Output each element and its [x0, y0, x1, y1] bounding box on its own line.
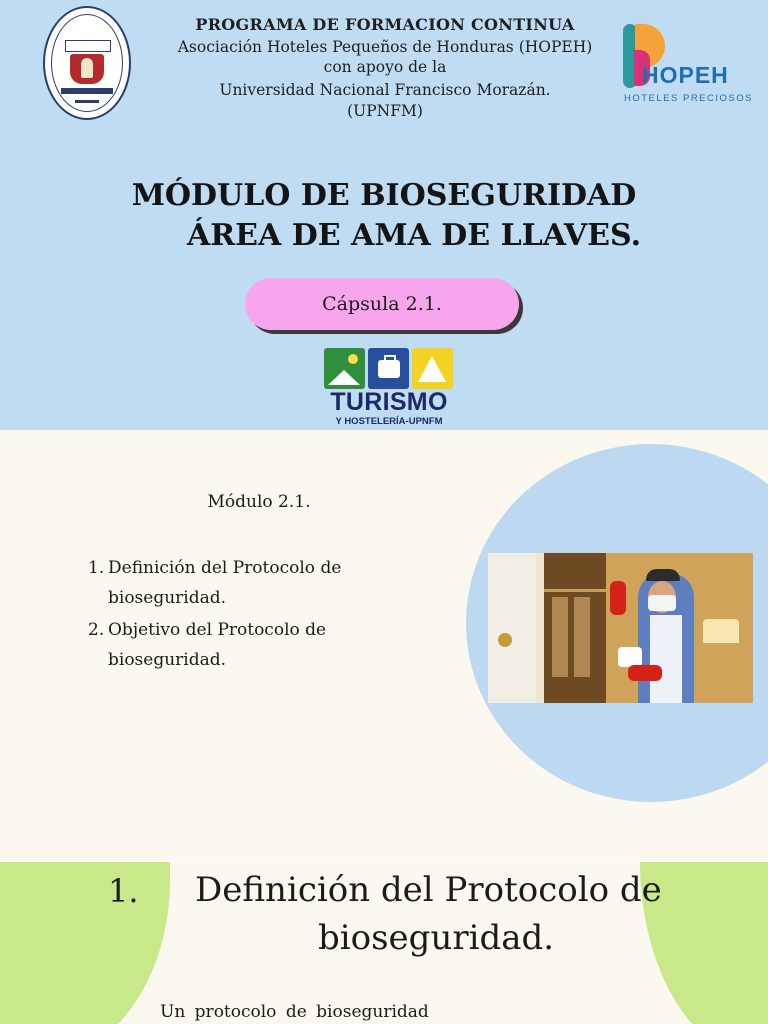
turismo-logo-word: TURISMO: [330, 388, 448, 416]
capsula-label: Cápsula 2.1.: [322, 293, 442, 315]
turismo-logo-sub: Y HOSTELERÍA-UPNFM: [335, 416, 443, 427]
cover-slide: [0, 0, 768, 430]
section-number: 1.: [108, 872, 139, 910]
luggage-icon: [368, 348, 409, 389]
module-title-line2: ÁREA DE AMA DE LLAVES.: [186, 218, 642, 253]
hopeh-logo: [620, 22, 760, 108]
list-item-text: Objetivo del Protocolo de bioseguridad.: [108, 620, 327, 670]
capsula-pill: [245, 278, 519, 330]
section-title-line1: Definición del Protocolo de: [195, 870, 662, 910]
definition-slide: [0, 862, 768, 1024]
hopeh-logo-tagline: HOTELES PRECIOSOS: [624, 93, 753, 104]
hopeh-logo-word: HOPEH: [642, 62, 729, 88]
program-title: PROGRAMA DE FORMACION CONTINUA: [195, 15, 575, 34]
association-line: Asociación Hoteles Pequeños de Honduras (HOPEH): [177, 38, 593, 56]
pyramid-icon: [412, 348, 453, 389]
university-acronym: (UPNFM): [347, 102, 423, 120]
list-item-text: Definición del Protocolo de bioseguridad.: [108, 558, 342, 608]
list-item-number: 1.: [88, 558, 105, 578]
section-body-text: Un protocolo de bioseguridad: [160, 1002, 429, 1022]
contents-slide: [0, 430, 768, 860]
beach-icon: [324, 348, 365, 389]
list-item-number: 2.: [88, 620, 105, 640]
decorative-blob-left: [0, 862, 170, 1024]
turismo-logo: [322, 348, 456, 428]
housekeeper-photo: [488, 553, 753, 703]
section-title-line2: bioseguridad.: [318, 918, 555, 958]
module-title-line1: MÓDULO DE BIOSEGURIDAD: [131, 178, 637, 213]
module-number-heading: Módulo 2.1.: [207, 492, 311, 512]
upnfm-seal-logo: [43, 6, 131, 120]
support-line: con apoyo de la: [323, 58, 447, 76]
university-line: Universidad Nacional Francisco Morazán.: [219, 81, 551, 99]
